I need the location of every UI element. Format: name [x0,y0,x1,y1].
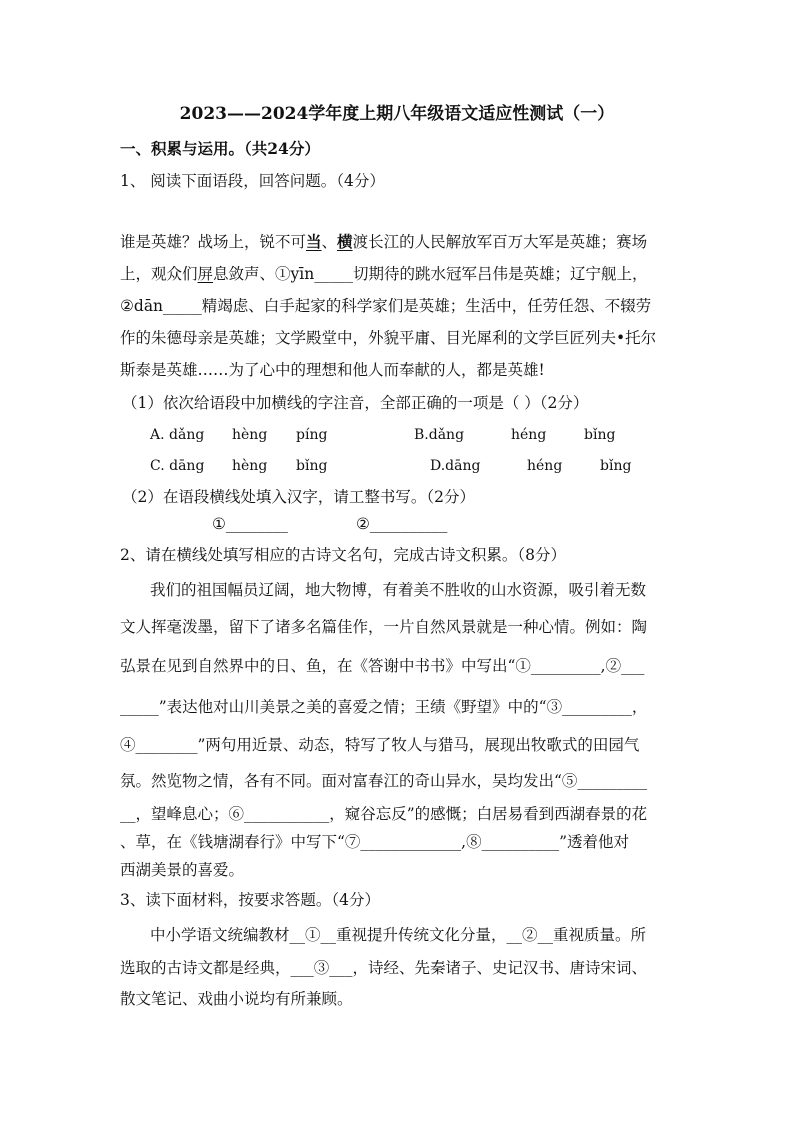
passage-text: 渡长江的人民解放军百万大军是英雄；赛场 [352,233,648,251]
passage-line-3: ②dān_____精竭虑、白手起家的科学家们是英雄；生活中，任劳任怨、不辍劳 [120,297,652,315]
q2-line: _____”表达他对山川美景之美的喜爱之情；王绩《野望》中的“③_________， [120,698,648,716]
option-d-2: héng [527,458,563,474]
passage-line-4: 作的朱德母亲是英雄；文学殿堂中，外貌平庸、目光犀利的文学巨匠列夫•托尔 [120,329,657,347]
passage-line-1 [120,232,647,252]
q2-line: 西湖美景的喜爱。 [120,861,245,879]
option-a-3: píng [296,427,328,443]
question-3-stem: 3、读下面材料，按要求答题。（4分） [120,891,380,909]
subquestion-1-stem: （1）依次给语段中加横线的字注音，全部正确的一项是（ ）（2分） [122,394,589,412]
q3-line: 中小学语文统编教材__①__重视提升传统文化分量，__②__重视质量。所 [150,926,647,944]
option-c-3: bǐng [296,458,328,474]
passage-text: 上，观众们 [120,265,198,283]
q2-line: ④________”两句用近景、动态，特写了牧人与猎马，展现出牧歌式的田园气 [120,736,640,754]
passage-line-2 [120,264,647,284]
q2-line: 、草，在《钱塘湖春行》中写下“⑦_____________,⑧__________”透着他对 [120,833,630,851]
option-b-3: bǐng [584,427,616,443]
subquestion-2-stem: （2）在语段横线处填入汉字，请工整书写。（2分） [122,488,475,506]
passage-text: 谁是英雄？战场上，锐不可 [120,233,307,251]
passage-line-5: 斯泰是英雄……为了心中的理想和他人而奉献的人，都是英雄! [120,361,545,379]
q3-line: 选取的古诗文都是经典，___③___，诗经、先秦诸子、史记汉书、唐诗宋词、 [120,959,648,977]
underlined-char-dang: 当 [306,232,322,251]
underlined-char-heng: 横 [337,232,353,251]
option-b-2: héng [511,427,547,443]
exam-title: 2023——2024学年度上期八年级语文适应性测试（一） [179,104,615,124]
q3-line: 散文笔记、戏曲小说均有所兼顾。 [120,990,353,1008]
option-c-1: C. dāng [150,458,205,474]
answer-blank-1: ①________ [212,515,288,533]
passage-text: 、 [321,233,338,251]
underlined-char-bing: 屏 [197,265,214,283]
option-d-3: bǐng [600,458,632,474]
option-a-1: A. dǎng [150,427,205,443]
q2-line: 弘景在见到自然界中的日、鱼，在《答谢中书书》中写出“①_________,②___ [120,657,645,675]
option-d-1: D.dāng [430,458,481,474]
option-b-1: B.dǎng [414,427,465,443]
section-heading: 一、积累与运用。（共24分） [120,139,320,158]
question-2-stem: 2、请在横线处填写相应的古诗文名句，完成古诗文积累。（8分） [120,546,566,564]
answer-blank-2: ②__________ [356,515,448,533]
q2-line: 文人挥毫泼墨，留下了诸多名篇佳作，一片自然风景就是一种心情。例如：陶 [120,618,648,636]
q2-line: 我们的祖国幅员辽阔，地大物博，有着美不胜收的山水资源，吸引着无数 [150,581,647,599]
passage-text: 息敛声、①yīn_____切期待的跳水冠军吕伟是英雄；辽宁舰上， [213,265,648,283]
option-a-2: hèng [232,427,268,443]
q2-line: 氛。然览物之情，各有不同。面对富春江的奇山异水，吴均发出“⑤_________ [120,772,648,790]
question-1-stem: 1、 阅读下面语段，回答问题。（4分） [120,172,385,190]
option-c-2: hèng [232,458,268,474]
q2-line: __，望峰息心；⑥___________，窥谷忘反”的感慨；白居易看到西湖春景的花 [120,805,648,823]
